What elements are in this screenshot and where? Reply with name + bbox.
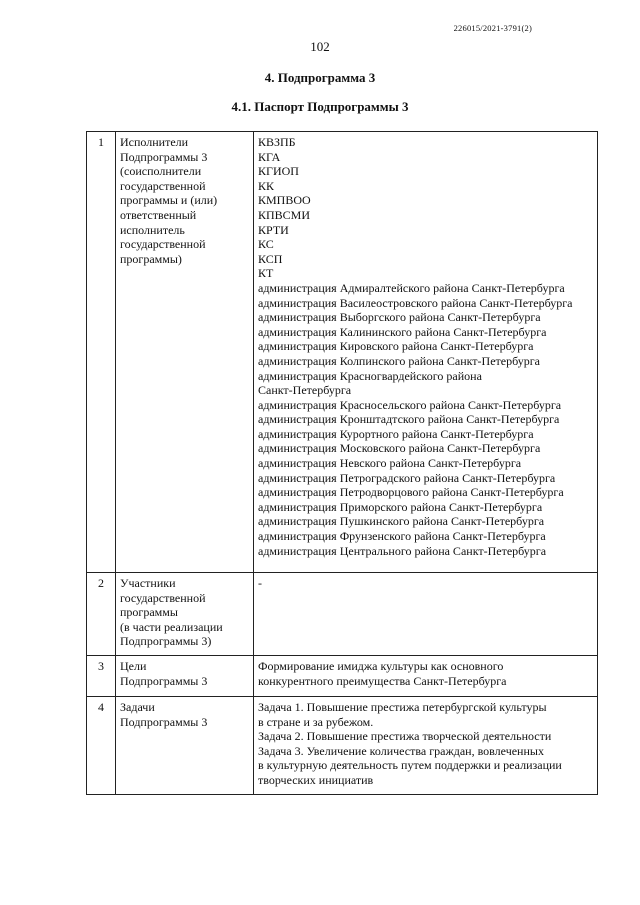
content-line: в культурную деятельность путем поддержки и реализации (258, 758, 562, 773)
label-line: государственной (120, 237, 206, 252)
label-line: исполнитель (120, 222, 185, 237)
content-line: КСП (258, 251, 283, 266)
row-content (254, 573, 598, 656)
label-line: Подпрограммы 3) (120, 634, 212, 649)
label-line: (соисполнители (120, 164, 202, 179)
content-line: администрация Московского района Санкт-Петербурга (258, 441, 541, 456)
content-line: администрация Приморского района Санкт-Петербурга (258, 499, 543, 514)
content-line: администрация Выборгского района Санкт-Петербурга (258, 310, 541, 325)
content-line: творческих инициатив (258, 772, 374, 787)
content-line: в стране и за рубежом. (258, 714, 374, 729)
content-line: КС (258, 237, 274, 252)
label-line: (в части реализации (120, 619, 223, 634)
row-content (254, 132, 598, 573)
row-number: 3 (87, 656, 116, 697)
label-line: Участники (120, 576, 176, 590)
content-line: КПВСМИ (258, 207, 311, 222)
label-line: Подпрограммы 3 (120, 149, 208, 164)
row-label (116, 573, 254, 656)
content-line: Задача 3. Увеличение количества граждан, вовлеченных (258, 743, 544, 758)
content-line: КК (258, 178, 275, 193)
row-content (254, 697, 598, 795)
page-number: 102 (310, 39, 330, 54)
row-number: 1 (87, 132, 116, 573)
content-line: администрация Петродворцового района Санкт-Петербурга (258, 485, 564, 500)
label-line: программы (120, 605, 178, 620)
row-content (254, 656, 598, 697)
row-number: 2 (87, 573, 116, 656)
document-id: 226015/2021-3791(2) (453, 23, 532, 33)
table-row (87, 697, 598, 795)
section-title: 4. Подпрограмма 3 (264, 70, 376, 85)
content-line: администрация Курортного района Санкт-Петербурга (258, 426, 534, 441)
content-line: - (258, 576, 262, 590)
row-label (116, 132, 254, 573)
label-line: Исполнители (120, 135, 189, 149)
content-line: конкурентного преимущества Санкт-Петербурга (258, 673, 507, 688)
table-row (87, 573, 598, 656)
row-label (116, 656, 254, 697)
content-line: администрация Фрунзенского района Санкт-Петербурга (258, 529, 546, 544)
label-line: государственной (120, 178, 206, 193)
label-line: государственной (120, 590, 206, 605)
content-line: КМПВОО (258, 193, 311, 208)
content-line: администрация Невского района Санкт-Петербурга (258, 456, 522, 471)
content-line: КРТИ (258, 222, 289, 237)
content-line: администрация Адмиралтейского района Санкт-Петербурга (258, 280, 565, 295)
content-line: администрация Колпинского района Санкт-Петербурга (258, 353, 540, 368)
label-line: Подпрограммы 3 (120, 714, 208, 729)
content-line: КВЗПБ (258, 135, 296, 149)
content-line: администрация Кронштадтского района Санкт-Петербурга (258, 412, 560, 427)
content-line: администрация Калининского района Санкт-Петербурга (258, 324, 547, 339)
content-line: Формирование имиджа культуры как основного (258, 659, 504, 673)
label-line: Задачи (120, 700, 155, 714)
content-line: администрация Центрального района Санкт-Петербурга (258, 543, 547, 558)
content-line: Задача 1. Повышение престижа петербургской культуры (258, 700, 547, 714)
content-line: КТ (258, 266, 274, 281)
label-line: Цели (120, 659, 147, 673)
content-line: администрация Петроградского района Санкт-Петербурга (258, 470, 556, 485)
label-line: программы и (или) (120, 193, 218, 208)
content-line: Санкт-Петербурга (258, 383, 352, 398)
content-line: администрация Красносельского района Санкт-Петербурга (258, 397, 562, 412)
content-line: КГИОП (258, 164, 299, 179)
content-line: администрация Василеостровского района Санкт-Петербурга (258, 295, 573, 310)
row-label (116, 697, 254, 795)
label-line: программы) (120, 251, 182, 266)
content-line: администрация Пушкинского района Санкт-Петербурга (258, 514, 545, 529)
content-line: КГА (258, 149, 281, 164)
table-row (87, 656, 598, 697)
content-line: Задача 2. Повышение престижа творческой деятельности (258, 729, 552, 744)
subsection-title: 4.1. Паспорт Подпрограммы 3 (231, 99, 409, 114)
label-line: Подпрограммы 3 (120, 673, 208, 688)
label-line: ответственный (120, 207, 197, 222)
content-line: администрация Красногвардейского района (258, 368, 482, 383)
content-line: администрация Кировского района Санкт-Петербурга (258, 339, 534, 354)
row-number: 4 (87, 697, 116, 795)
passport-table (86, 131, 598, 795)
table-row (87, 132, 598, 573)
